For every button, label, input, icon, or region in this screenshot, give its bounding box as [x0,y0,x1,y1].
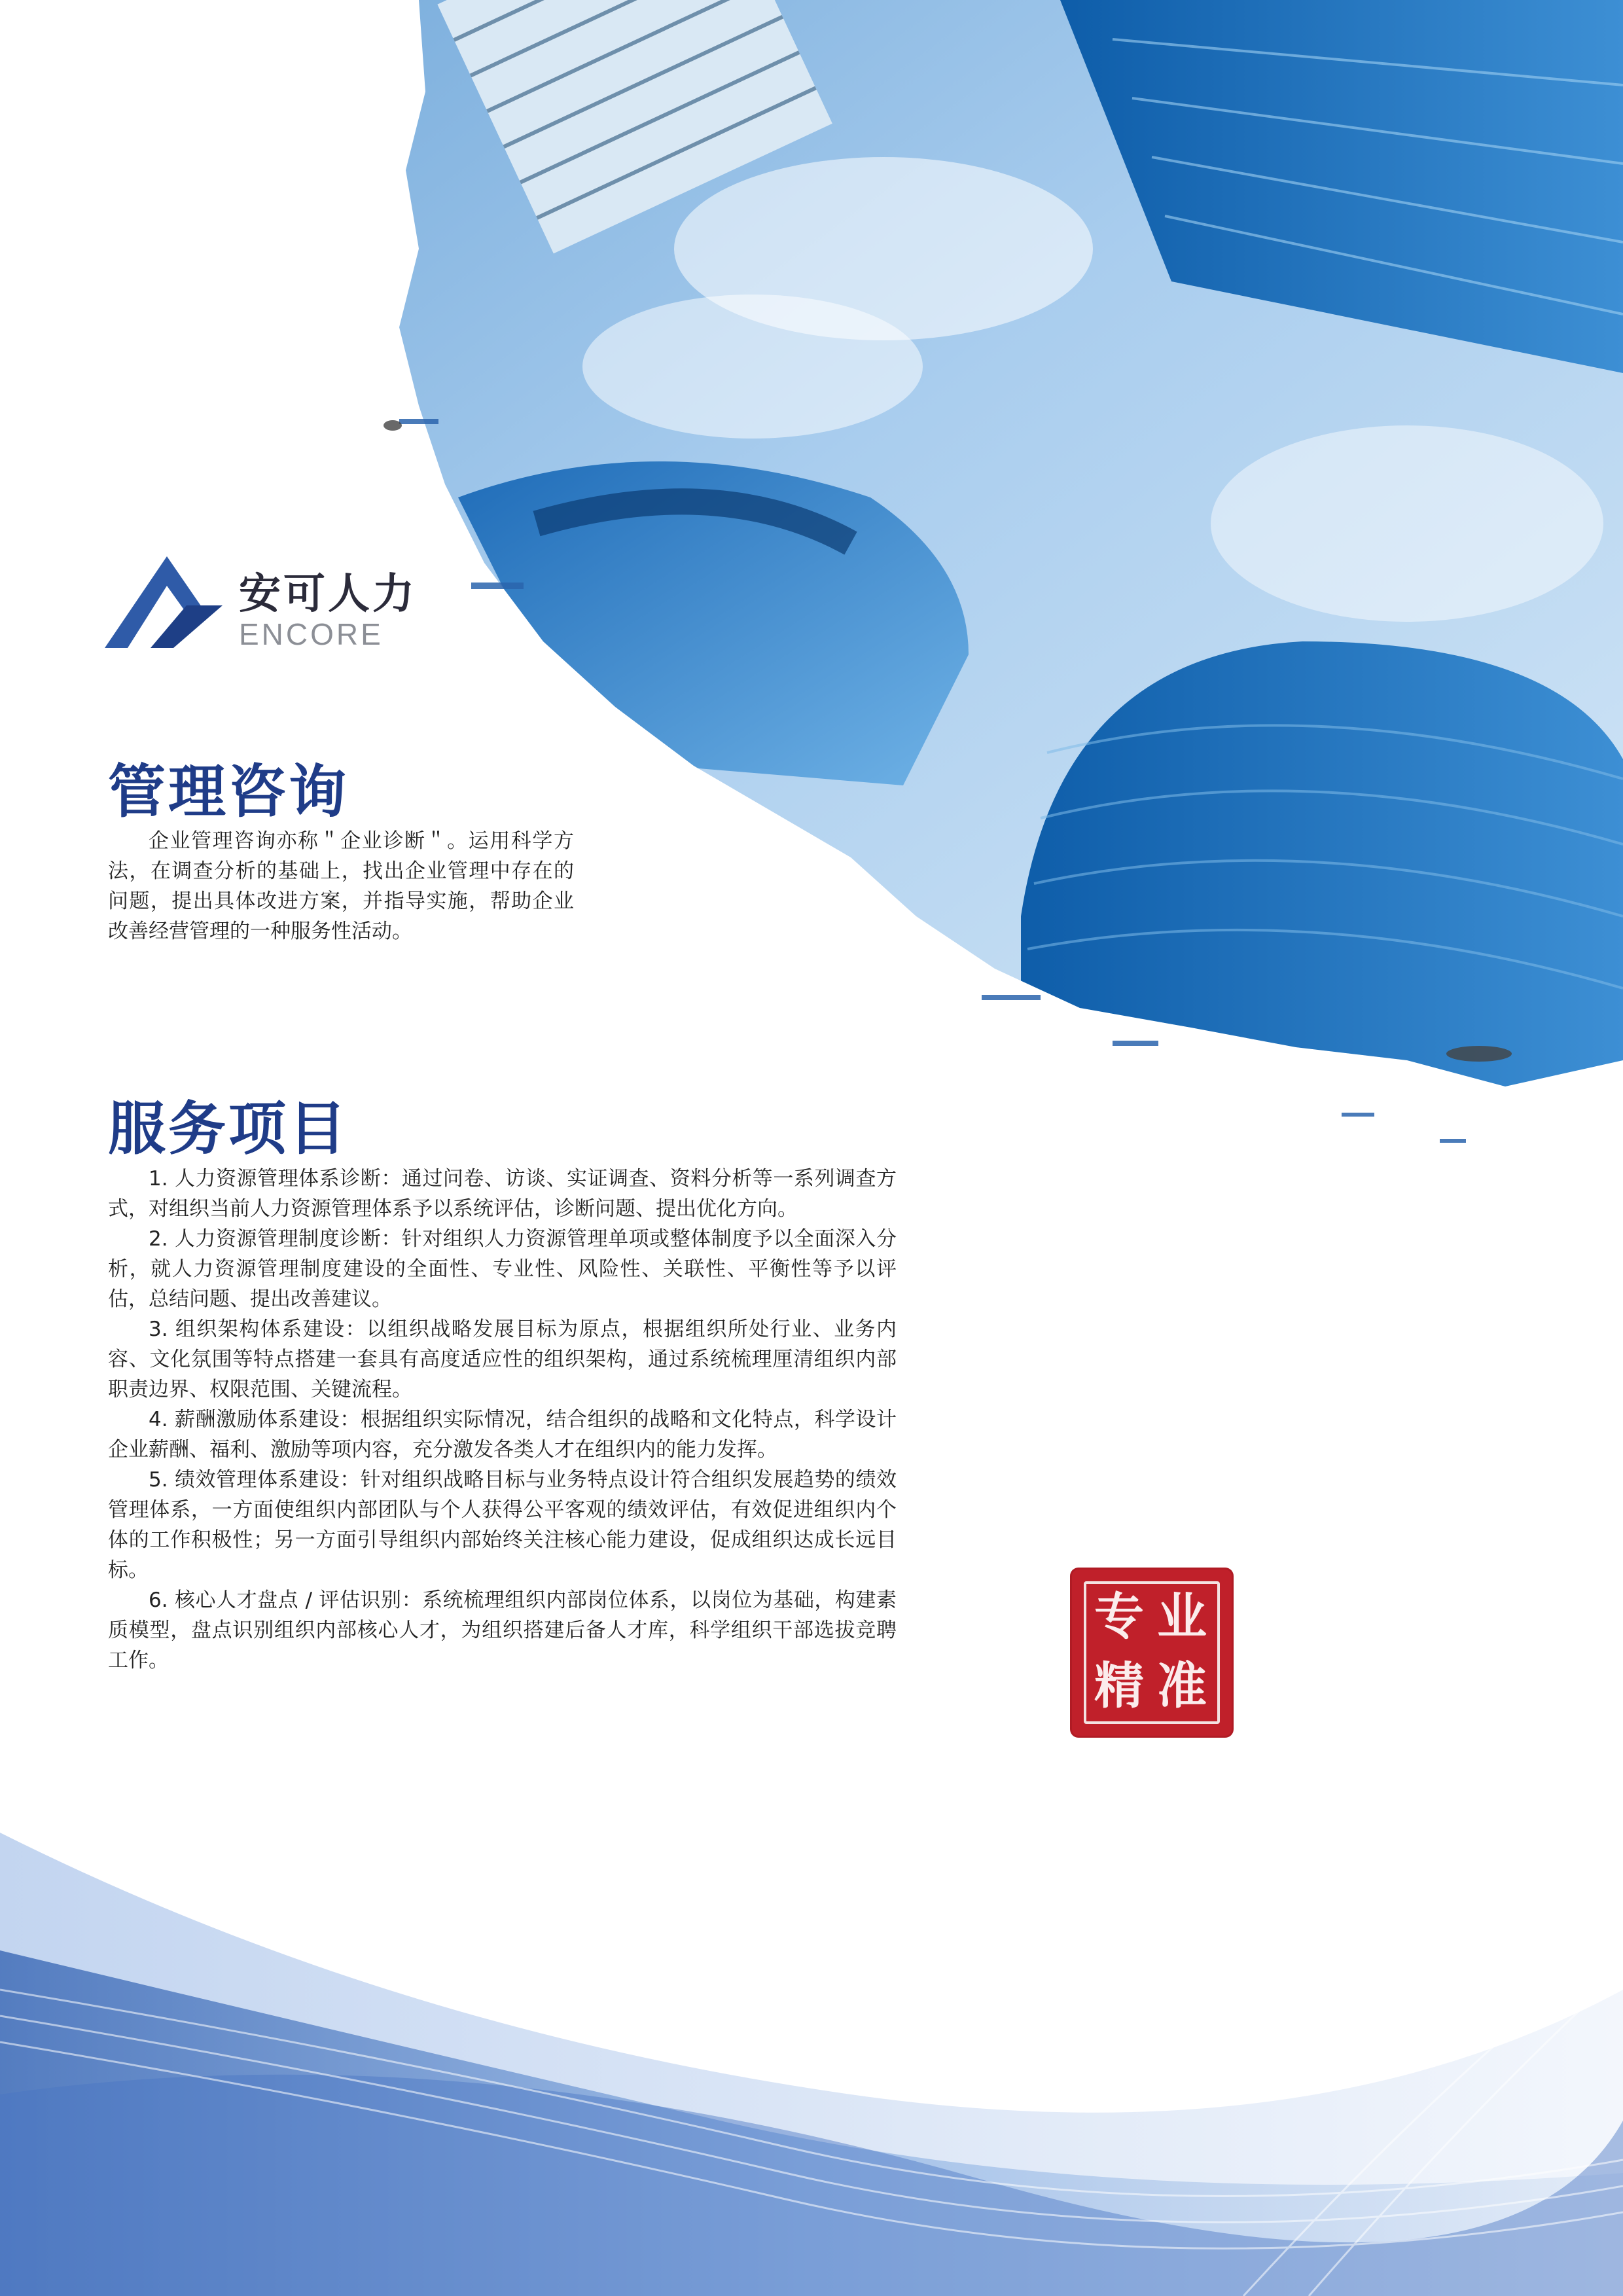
seal-char: 准 [1157,1657,1207,1715]
services-list [108,1164,897,1676]
service-item: 2. 人力资源管理制度诊断：针对组织人力资源管理单项或整体制度予以全面深入分析，就人力资源管理制度建设的全面性、专业性、风险性、关联性、平衡性等予以评估，总结问题、提出改善建议。 [108,1227,897,1311]
seal-char: 业 [1157,1587,1207,1645]
consulting-description: 企业管理咨询亦称＂企业诊断＂。运用科学方法，在调查分析的基础上，找出企业管理中存在的问题，提出具体改进方案，并指导实施，帮助企业改善经营管理的一种服务性活动。 [108,829,574,943]
services-title: 服务项目 [108,1095,349,1162]
seal-background [1072,1570,1232,1736]
service-item: 3. 组织架构体系建设：以组织战略发展目标为原点，根据组织所处行业、业务内容、文化氛围等特点搭建一套具有高度适应性的组织架构，通过系统梳理厘清组织内部职责边界、权限范围、关键流程。 [108,1318,897,1401]
service-item: 5. 绩效管理体系建设：针对组织战略目标与业务特点设计符合组织发展趋势的绩效管理体系，一方面使组织内部团队与个人获得公平客观的绩效评估，有效促进组织内个体的工作积极性；另一方面引导组织内部始终关注核心能力建设，促成组织达成长远目标。 [108,1468,897,1582]
company-logo [105,556,419,655]
service-item: 4. 薪酬激励体系建设：根据组织实际情况，结合组织的战略和文化特点，科学设计企业薪酬、福利、激励等项内容，充分激发各类人才在组织内的能力发挥。 [108,1408,897,1462]
consulting-title: 管理咨询 [108,758,349,825]
seal-stamp [1067,1564,1237,1741]
seal-char: 专 [1094,1587,1144,1645]
encore-logo-icon [105,556,223,655]
service-item: 6. 核心人才盘点 / 评估识别：系统梳理组织内部岗位体系，以岗位为基础，构建素质模型，盘点识别组织内部核心人才，为组织搭建后备人才库，科学组织干部选拔竞聘工作。 [108,1588,897,1672]
decorative-waves [0,1754,1623,2296]
seal-char: 精 [1094,1657,1144,1715]
service-item: 1. 人力资源管理体系诊断：通过问卷、访谈、实证调查、资料分析等一系列调查方式，对组织当前人力资源管理体系予以系统评估，诊断问题、提出优化方向。 [108,1167,897,1221]
logo-name-cn: 安可人力 [239,570,417,619]
logo-name-en: ENCORE [239,617,383,651]
